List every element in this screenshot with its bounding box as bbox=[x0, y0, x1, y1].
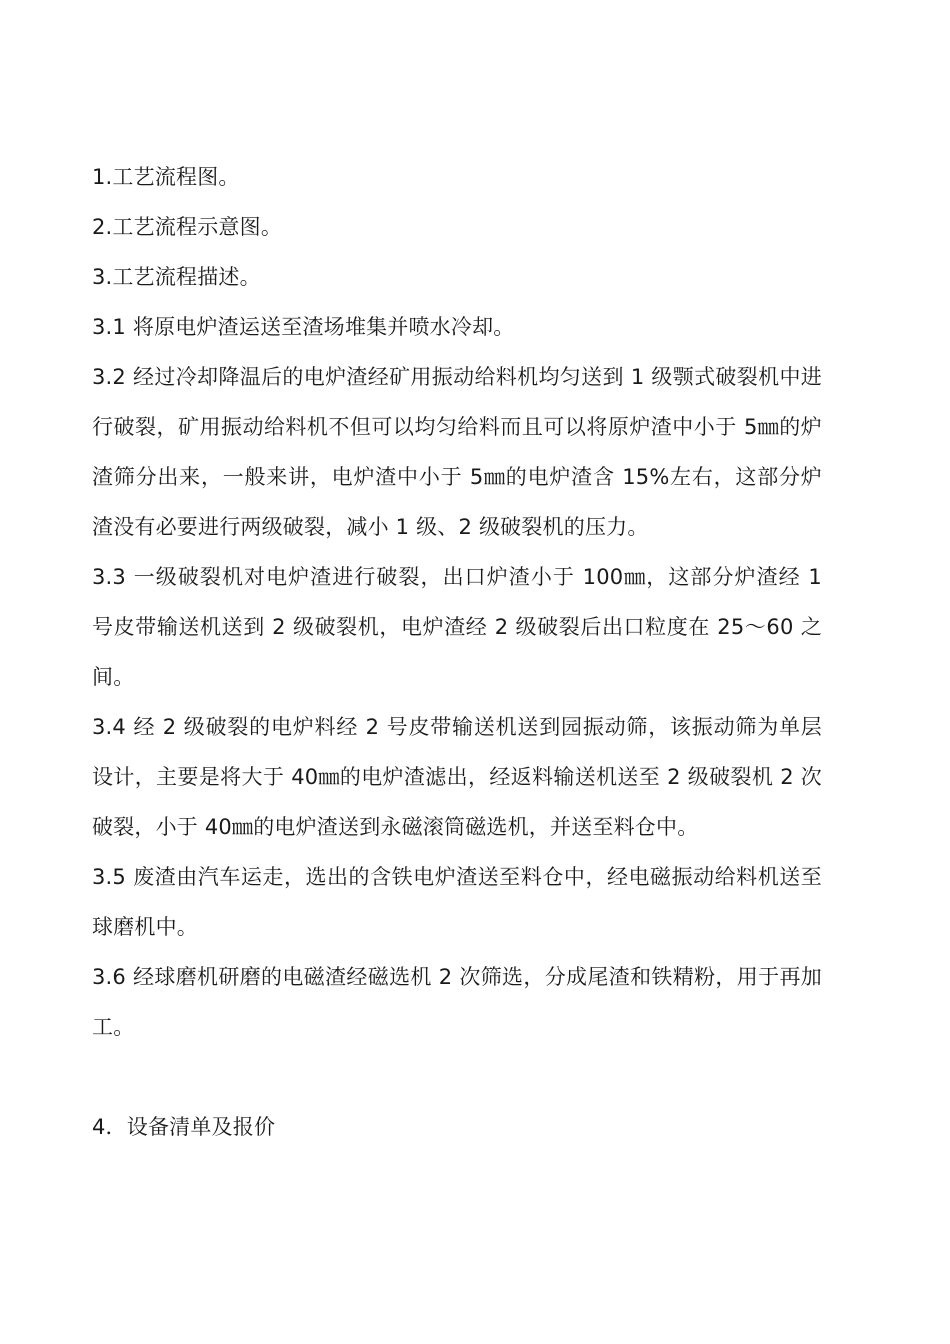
paragraph-3-4: 3.4 经 2 级破裂的电炉料经 2 号皮带输送机送到园振动筛，该振动筛为单层设计，主要是将大于 40㎜的电炉渣滤出，经返料输送机送至 2 级破裂机 2 次破裂，小于 40㎜的电炉渣送到永磁滚筒磁选机，并送至料仓中。 bbox=[92, 715, 822, 839]
blank-line bbox=[92, 1052, 822, 1102]
section-heading-equipment-list: 4．设备清单及报价 bbox=[92, 1115, 276, 1139]
document-body bbox=[92, 152, 822, 1152]
item-process-schematic: 2.工艺流程示意图。 bbox=[92, 215, 283, 239]
item-process-description: 3.工艺流程描述。 bbox=[92, 265, 261, 289]
paragraph-3-2: 3.2 经过冷却降温后的电炉渣经矿用振动给料机均匀送到 1 级颚式破裂机中进行破裂，矿用振动给料机不但可以均匀给料而且可以将原炉渣中小于 5㎜的炉渣筛分出来，一般来讲，电炉渣中小于 5㎜的电炉渣含 15%左右，这部分炉渣没有必要进行两级破裂，减小 1 级、2 级破裂机的压力。 bbox=[92, 365, 822, 539]
paragraph-3-5: 3.5 废渣由汽车运走，选出的含铁电炉渣送至料仓中，经电磁振动给料机送至球磨机中。 bbox=[92, 865, 822, 939]
paragraph-3-3: 3.3 一级破裂机对电炉渣进行破裂，出口炉渣小于 100㎜，这部分炉渣经 1 号皮带输送机送到 2 级破裂机，电炉渣经 2 级破裂后出口粒度在 25～60 之间。 bbox=[92, 565, 822, 689]
item-process-flowchart: 1.工艺流程图。 bbox=[92, 165, 240, 189]
paragraph-3-1: 3.1 将原电炉渣运送至渣场堆集并喷水冷却。 bbox=[92, 315, 515, 339]
paragraph-3-6: 3.6 经球磨机研磨的电磁渣经磁选机 2 次筛选，分成尾渣和铁精粉，用于再加工。 bbox=[92, 965, 822, 1039]
